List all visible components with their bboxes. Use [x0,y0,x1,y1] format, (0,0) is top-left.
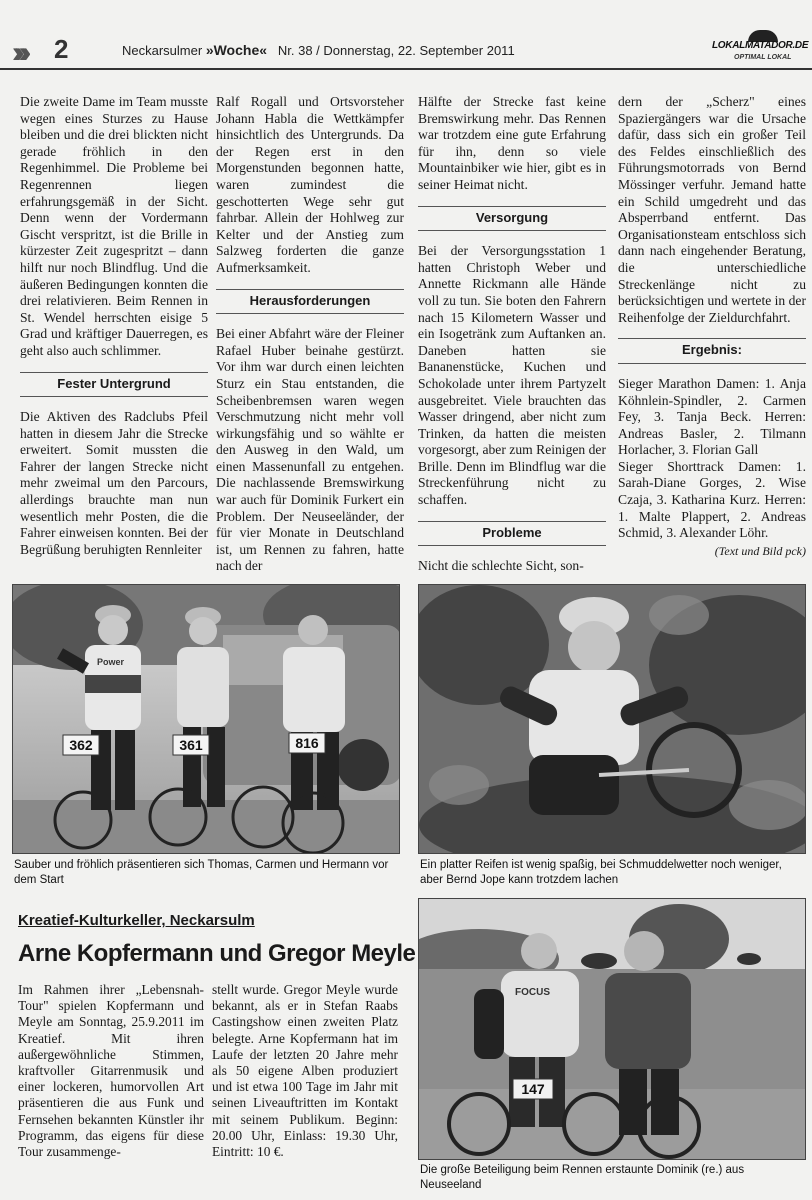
page-number: 2 [54,34,69,64]
results-shorttrack: Sieger Shorttrack Damen: 1. Sarah-Diane Gorges, 2. Wise Czaja, 3. Katharina Kurz. Herren: 1. Malte Plappert, 2. Andreas Schmid, 3. Alexander Löhr. [618,458,806,541]
caption-two-riders: Die große Beteiligung beim Rennen erstaunte Dominik (re.) aus Neuseeland [420,1164,745,1191]
caption-flat-tire: Ein platter Reifen ist wenig spaßig, bei Schmuddelwetter noch weniger, aber Bernd Jope kann trotzdem lachen [420,859,782,886]
subhead-ergebnis: Ergebnis: [618,338,806,364]
col3-paragraph-2: Bei der Versorgungsstation 1 hatten Christoph Weber und Annette Rickmann alle Hände voll zu tun. Sie boten den Fahrern nach 15 Kilometern Wasser und ein Isogetränk zum Auftanken an. Daneben hatten sie Bananenstücke, Kuchen und Schokolade unter ihrem Partyzelt ausgebreitet. Viele brauchten das Wasser dringend, aber nicht zum Trinken, da hatten die meisten vorgesorgt, aber zum Reinigen der Brille. Denn im Blindflug war die Streckenführung nicht zu schaffen. [418,243,606,508]
publication-name: Neckarsulmer [122,43,203,58]
subhead-fester-untergrund: Fester Untergrund [20,372,208,398]
kreatief-col-left: Im Rahmen ihrer „Lebensnah-Tour" spielen Kopfermann und Meyle am Sonntag, 25.9.2011 im Kreatief. Mit ihren außergewöhnliche Stimmen, kraftvoller Gitarrenmusik und einer lockeren, humorvollen Art präsentieren die aus Funk und Fernsehen bekannten Künstler ihr Programm, das eigens für diese Tour zusammenge- [18,982,204,1160]
photo-flat-tire-image [419,585,806,854]
photo-three-riders [12,584,400,854]
logo-sub-text: OPTIMAL LOKAL [734,54,792,61]
bib-362: 362 [69,737,93,753]
publication-woche: »Woche« [205,42,268,58]
bib-361: 361 [179,737,203,753]
photo-two-riders-image [419,899,806,1160]
jersey-focus-text: FOCUS [515,987,550,998]
bib-816: 816 [295,735,319,751]
col4-paragraph-1: dern der „Scherz" eines Spaziergängers war die Ursache dafür, dass sich ein großer Teil des Feldes einschließlich des Führungsmotorrads von Bernd Mössinger verfuhr. Jemand hatte ein Schild umgedreht und das Absperrband entfernt. Das Organisationsteam entschloss sich dann nach eingehender Beratung, die unterschiedliche Streckenlänge nicht zu berücksichtigen und wertete in der Reihenfolge der Zieldurchfahrt. [618,94,806,325]
double-chevron-icon: »» [12,36,18,69]
kreatief-tagline: Kreatief-Kulturkeller, Neckarsulm [18,912,255,929]
kreatief-col-right: stellt wurde. Gregor Meyle wurde bekannt, als er in Stefan Raabs Castingshow einen zweiten Platz belegte. Arne Kopfermann hat im Laufe der letzten 20 Jahre mehr als 50 eigene Alben produziert und ist etwa 100 Tage im Jahr mit seinen Liveauftritten im Kontakt mit seinem Publikum. Beginn: 20.00 Uhr, Einlass: 19.30 Uhr, Eintritt: 10 €. [212,982,398,1160]
photo-flat-tire [418,584,806,854]
results-marathon: Sieger Marathon Damen: 1. Anja Köhnlein-Spindler, 2. Carmen Fey, 3. Tanja Beck. Herren: Andreas Basler, 2. Tilmann Horlacher, 3. Florian Gall [618,375,806,458]
text-credit: (Text und Bild pck) [714,543,806,558]
caption-three-riders: Sauber und fröhlich präsentieren sich Thomas, Carmen und Hermann vor dem Start [14,859,389,886]
subhead-versorgung: Versorgung [418,206,606,232]
kreatief-article [8,898,416,1194]
col2-paragraph-1: Ralf Rogall und Ortsvorsteher Johann Habla die Wettkämpfer hinsichtlich des Untergrunds. Da der Regen erst in den Morgenstunden begonnen hatte, waren zumindest die geschotterten Wege sehr gut fahrbar. Allein der Hohlweg zur Kelter und der Anstieg zum Salzweg forderten die ganze Aufmerksamkeit. [216,94,404,275]
col3-paragraph-1: Hälfte der Strecke fast keine Bremswirkung mehr. Das Rennen war trotzdem eine gute Erfahrung für ihn, denn so viele Mountainbiker wie hier, gibt es in seiner Heimat nicht. [418,94,606,192]
photo-two-riders [418,898,806,1160]
issue-info: Nr. 38 / Donnerstag, 22. September 2011 [277,43,515,58]
masthead [122,42,515,58]
column-3 [418,94,606,575]
photo-three-riders-image [13,585,400,854]
column-2 [216,94,404,575]
lokalmatador-logo [712,30,809,66]
column-4 [618,94,806,559]
subhead-herausforderungen: Herausforderungen [216,289,404,315]
col2-paragraph-2: Bei einer Abfahrt wäre der Fleiner Rafael Huber beinahe gestürzt. Vor ihm war durch einen leichten Sturz ein Stau entstanden, die Scheibenbremsen waren wegen Verschmutzung nicht mehr voll wirkungsfähig und so wählte er den Ausweg in den Wald, um einen Massenunfall zu entgehen. Die nachlassende Bremswirkung war auch für Dominik Furkert ein Problem. Der Neuseeländer, der für vier Monate in Deutschland ist, um Rennen zu fahren, hatte nach der [216,326,404,574]
bib-147: 147 [521,1081,545,1097]
page-header [0,0,812,70]
col1-paragraph-2: Die Aktiven des Radclubs Pfeil hatten in diesem Jahr die Strecke erweitert. Somit mussten die Fahrer der langen Strecke nicht mehr zweimal um den Parcours, allerdings brauchte man nun wesentlich mehr Posten, die die Fahrer einweisen konnten. Bei der Begrüßung beruhigten Rennleiter [20,409,208,557]
jersey-power-text: Power [97,657,125,667]
column-1 [20,94,208,558]
logo-main-text: LOKALMATADOR.DE [712,40,809,51]
col1-paragraph-1: Die zweite Dame im Team musste wegen eines Sturzes zu Hause bleiben und die drei blickten nicht gerade fröhlich in den Regenhimmel. Die Probleme bei Regenrennen liegen erfahrungsgemäß in der Sicht. Denn wenn der Vordermann Gischt verspritzt, ist die Brille in kürzester Zeit zugespritzt – dann hilft nur noch Blindflug. Und die äußeren Bedingungen konnten die drei relativieren. Beim Rennen in St. Wendel herrschten eisige 5 Grad und kräftiger Dauerregen, es geht also auch schlimmer. [20,94,208,358]
col3-paragraph-3: Nicht die schlechte Sicht, son- [418,558,584,574]
subhead-probleme: Probleme [418,521,606,547]
kreatief-title: Arne Kopfermann und Gregor Meyle [18,940,416,967]
